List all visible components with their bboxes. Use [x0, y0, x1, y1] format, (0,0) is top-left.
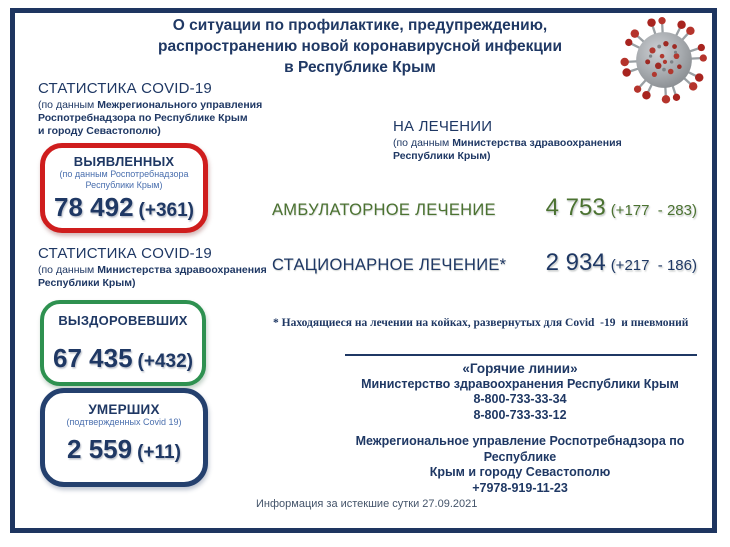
rospotrebnadzor-hotline-block [325, 434, 715, 496]
stationary-value: 2 934 [545, 249, 606, 276]
detected-value-line [45, 192, 203, 223]
coronavirus-icon [616, 12, 712, 108]
deceased-stat-box [40, 388, 208, 487]
recovered-value: 67 435 [53, 343, 133, 373]
detected-source-line-1: (по данным Роспотребнадзора [59, 169, 189, 179]
footer-note: Информация за истекшие сутки 27.09.2021 [256, 498, 478, 510]
title-line-3: в Республике Крым [284, 59, 436, 76]
stats-rospotrebnadzor-heading: СТАТИСТИКА COVID-19 [38, 80, 212, 97]
source-bold-1: Министерства здравоохранения [97, 264, 267, 276]
recovered-value-line [44, 343, 202, 374]
treatment-source [393, 137, 653, 163]
source-bold-1: Министерства здравоохранения [452, 137, 622, 149]
page-title [125, 15, 595, 78]
recovered-label: ВЫЗДОРОВЕВШИХ [58, 313, 188, 328]
hotlines-divider-line [345, 354, 697, 356]
detected-source-line-2: Республики Крым) [85, 180, 163, 190]
source-prefix: (по данным [38, 264, 98, 276]
detected-label: ВЫЯВЛЕННЫХ [73, 154, 175, 169]
ambulatory-label: АМБУЛАТОРНОЕ ЛЕЧЕНИЕ [272, 201, 496, 219]
source-bold-1: Межрегионального управления [97, 99, 263, 111]
stationary-treatment-row [272, 249, 697, 277]
section-stats-rospotrebnadzor [38, 80, 273, 138]
deceased-delta: (+11) [137, 442, 181, 463]
minzdrav-phone-1: 8-800-733-33-34 [473, 392, 567, 406]
stationary-value-line [546, 249, 697, 277]
deceased-value: 2 559 [67, 434, 133, 464]
stats-rospotrebnadzor-source [38, 99, 273, 138]
ambulatory-treatment-row [272, 194, 697, 222]
detected-value: 78 492 [54, 192, 134, 222]
source-bold-3: и городу Севастополю) [38, 125, 161, 137]
deceased-value-line [45, 434, 203, 465]
ambulatory-delta: (+177 - 283) [610, 202, 697, 219]
rospotrebnadzor-name-line-2: Крым и городу Севастополю [429, 465, 611, 479]
source-bold-2: Республики Крым) [38, 277, 136, 289]
source-bold-2: Республики Крым) [393, 150, 491, 162]
detected-source [45, 169, 203, 191]
treatment-heading: НА ЛЕЧЕНИИ [393, 118, 493, 135]
stats-minzdrav-source [38, 264, 273, 290]
detected-stat-box [40, 143, 208, 233]
ambulatory-value: 4 753 [545, 194, 606, 221]
stationary-label: СТАЦИОНАРНОЕ ЛЕЧЕНИЕ* [272, 256, 507, 274]
minzdrav-name: Министерство здравоохранения Республики Крым [361, 376, 679, 391]
section-stats-minzdrav [38, 245, 273, 290]
rospotrebnadzor-name-line-1: Межрегиональное управление Роспотребнадзора по Республике [355, 434, 685, 464]
recovered-stat-box [40, 300, 206, 386]
title-line-2: распространению новой коронавирусной инфекции [158, 38, 562, 55]
hotlines-block [330, 361, 710, 423]
detected-delta: (+361) [138, 200, 194, 221]
source-prefix: (по данным [38, 99, 98, 111]
source-bold-2: Роспотребнадзора по Республике Крым [38, 112, 248, 124]
stationary-delta: (+217 - 186) [610, 257, 697, 274]
deceased-source: (подтвержденных Covid 19) [66, 417, 182, 427]
treatment-footnote: * Находящиеся на лечении на койках, развернутых для Covid -19 и пневмоний [273, 317, 689, 329]
ambulatory-value-line [546, 194, 697, 222]
hotlines-title: «Горячие линии» [462, 361, 578, 376]
title-line-1: О ситуации по профилактике, предупреждению, [172, 17, 548, 34]
stats-minzdrav-heading: СТАТИСТИКА COVID-19 [38, 245, 212, 262]
rospotrebnadzor-phone: +7978-919-11-23 [472, 480, 568, 495]
source-prefix: (по данным [393, 137, 453, 149]
section-treatment [393, 118, 653, 163]
deceased-label: УМЕРШИХ [88, 402, 160, 417]
minzdrav-phone-2: 8-800-733-33-12 [473, 407, 567, 422]
recovered-delta: (+432) [137, 351, 193, 372]
